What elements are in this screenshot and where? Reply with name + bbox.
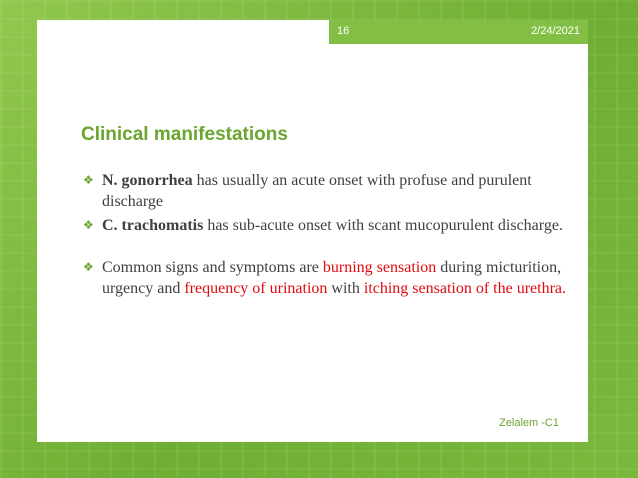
bullet-term: N. gonorrhea: [102, 172, 193, 189]
four-diamond-bullet-icon: ❖: [83, 218, 94, 232]
slide-number: 16: [337, 25, 350, 37]
four-diamond-bullet-icon: ❖: [83, 173, 94, 187]
four-diamond-bullet-icon: ❖: [83, 260, 94, 274]
slide-title: Clinical manifestations: [81, 124, 288, 145]
bullet-item-gonorrhea: [81, 170, 581, 212]
bullet-text: during micturition, urgency and: [102, 259, 562, 297]
slide-footer: Zelalem -C1: [499, 417, 559, 429]
bullet-item-symptoms: [81, 257, 581, 299]
bullet-text: has sub-acute onset with scant mucopurulent discharge.: [203, 217, 563, 234]
slide-header-bar: [329, 20, 588, 44]
bullet-text: Common signs and symptoms are: [102, 259, 323, 276]
bullet-text: with: [327, 280, 364, 297]
highlight-text: burning sensation: [322, 259, 437, 276]
slide-date: 2/24/2021: [531, 25, 580, 37]
highlight-text: frequency of urination: [184, 280, 328, 297]
bullet-item-trachomatis: [81, 215, 581, 236]
bullet-text: has usually an acute onset with profuse and purulent discharge: [102, 172, 532, 210]
bullet-term: C. trachomatis: [102, 217, 204, 234]
highlight-text: itching sensation of the urethra.: [363, 280, 567, 297]
slide-content-area: [37, 20, 588, 442]
bullet-list: [81, 170, 581, 299]
